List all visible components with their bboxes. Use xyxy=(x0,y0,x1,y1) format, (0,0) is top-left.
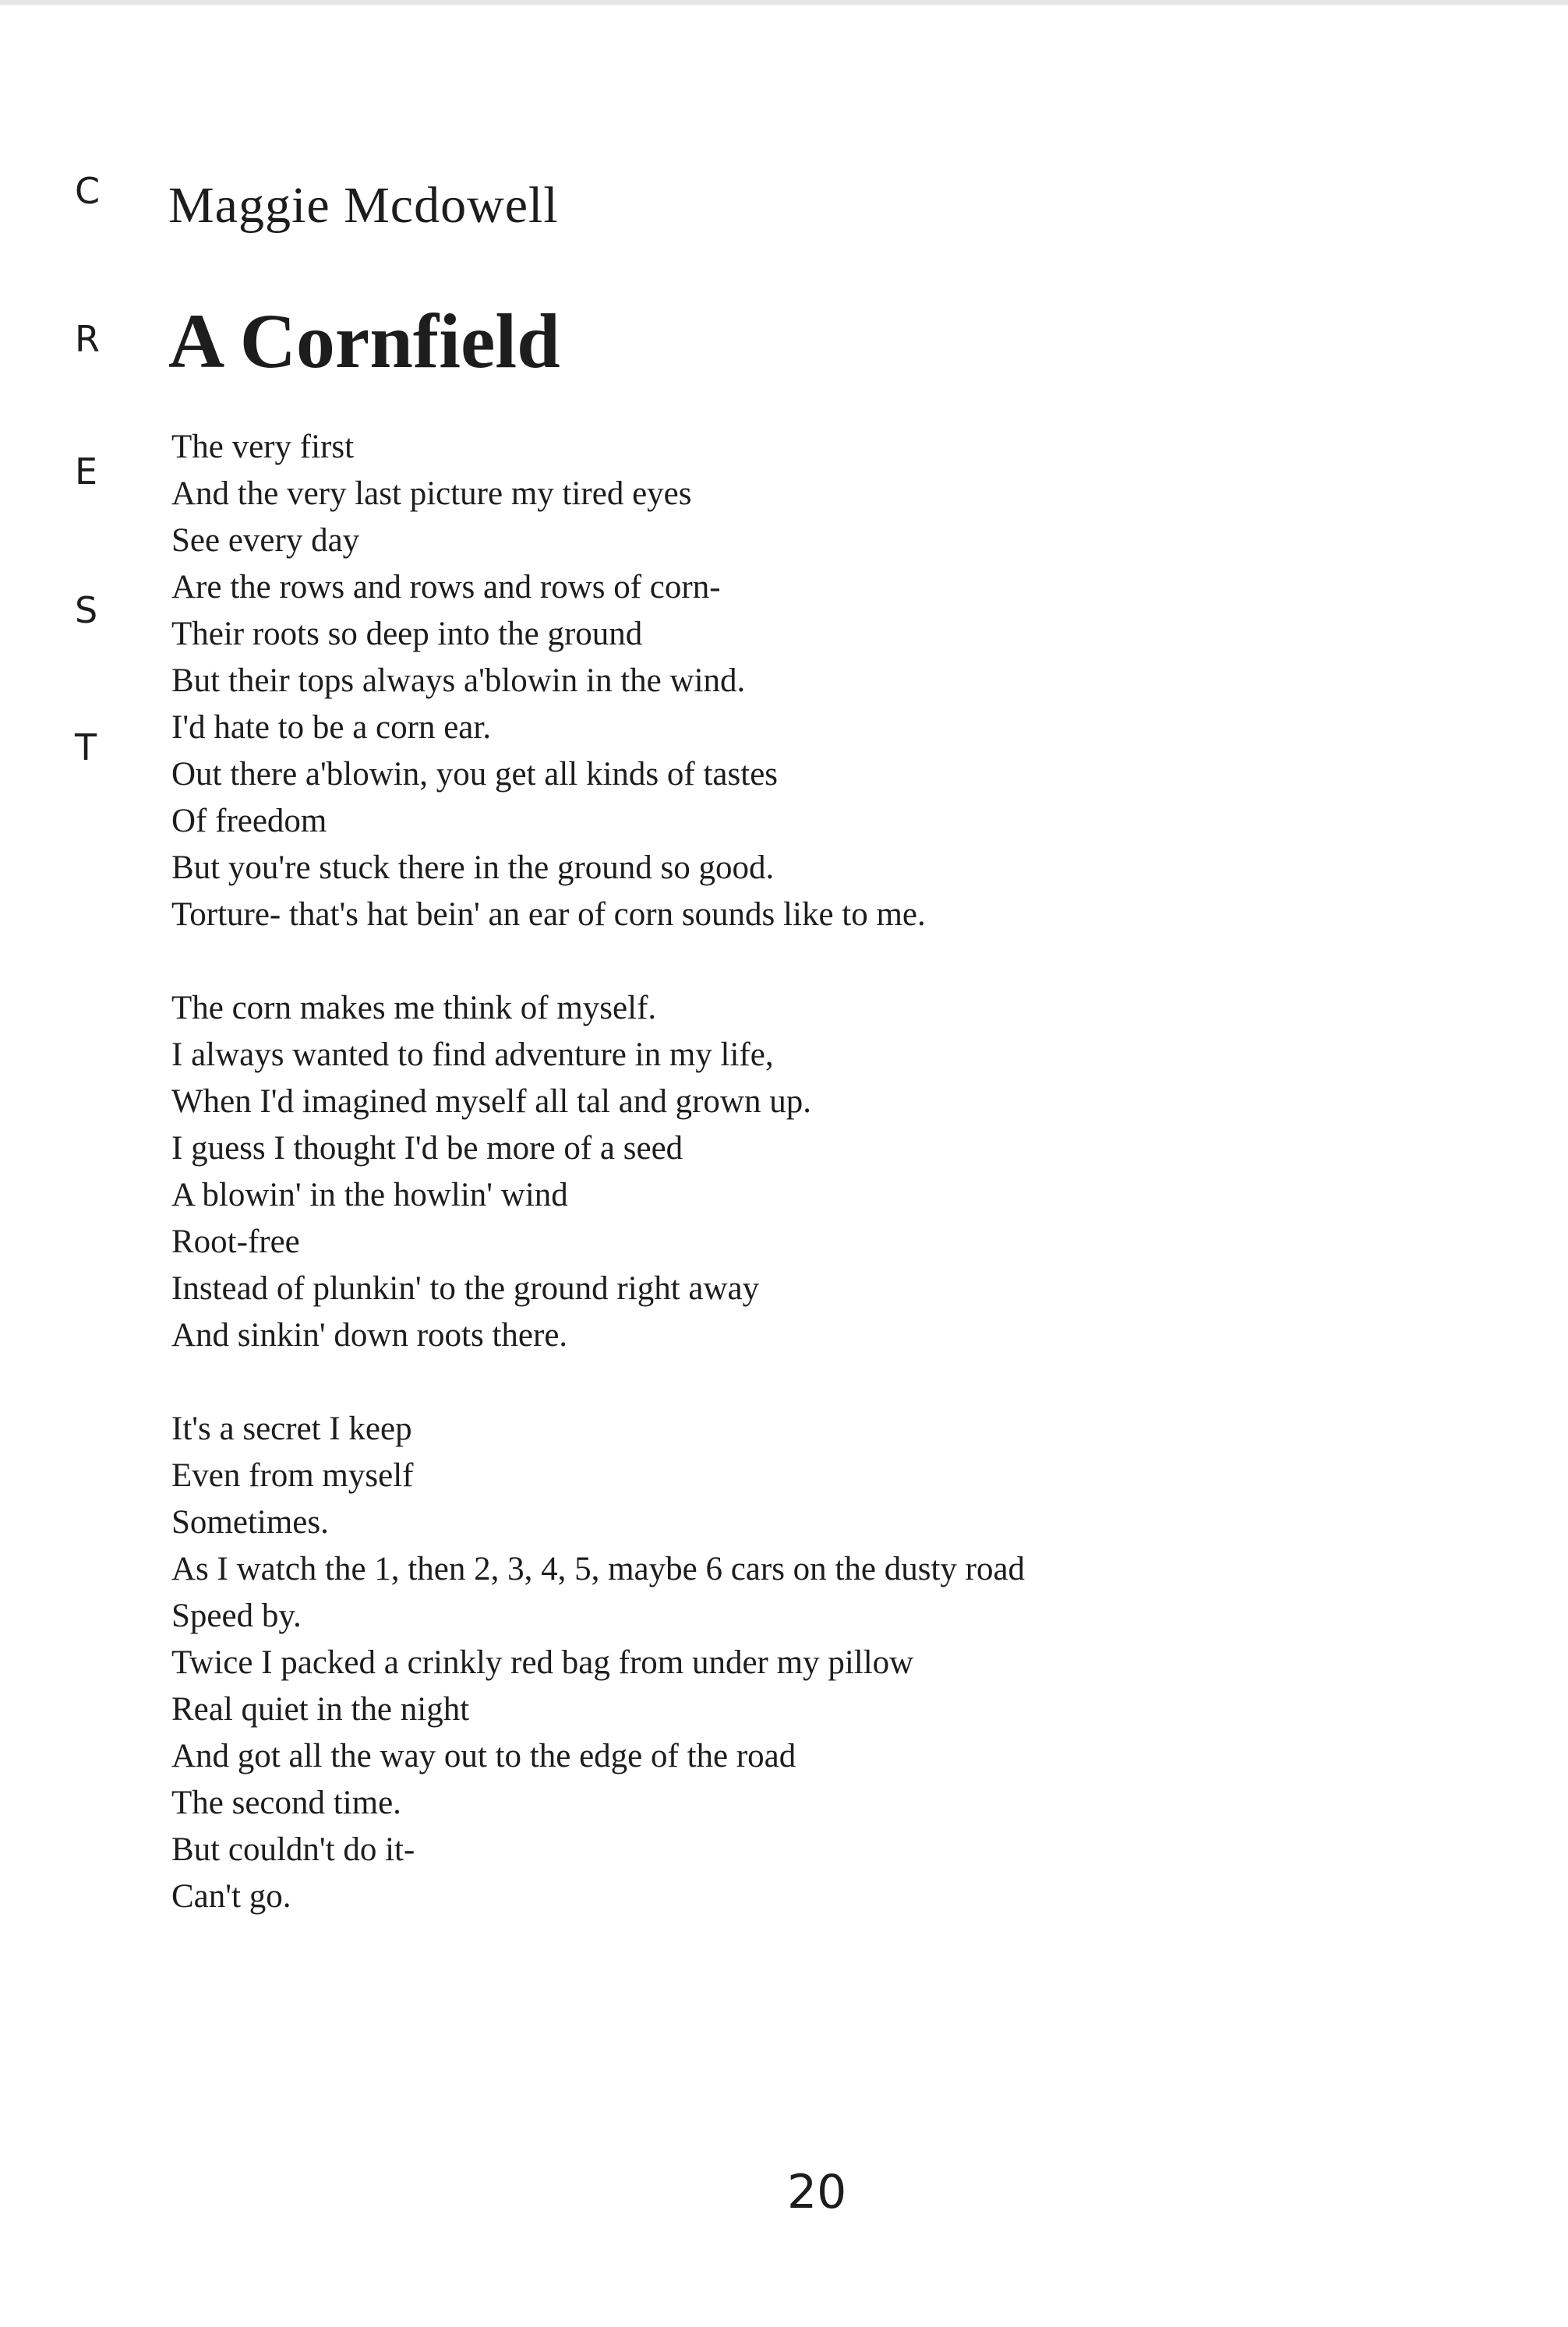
poem-line: Instead of plunkin' to the ground right away xyxy=(171,1270,760,1307)
poem-line: As I watch the 1, then 2, 3, 4, 5, maybe 6 cars on the dusty road xyxy=(171,1551,1026,1587)
page-number: 20 xyxy=(787,2165,847,2219)
side-letter: T xyxy=(75,726,97,768)
poem-line: Can't go. xyxy=(171,1878,291,1915)
side-letter: E xyxy=(75,450,98,493)
poem-line: I'd hate to be a corn ear. xyxy=(171,709,492,746)
poem-line: The corn makes me think of myself. xyxy=(171,990,657,1026)
poem-line: The second time. xyxy=(171,1785,401,1821)
poem-line: But couldn't do it- xyxy=(171,1831,415,1868)
side-letter: R xyxy=(75,318,100,360)
side-letter: S xyxy=(75,589,98,631)
poem-line: See every day xyxy=(171,522,360,559)
poem-line: And the very last picture my tired eyes xyxy=(171,475,692,512)
side-letter: C xyxy=(75,170,101,212)
poem-line: Of freedom xyxy=(171,803,327,839)
poem-line: Out there a'blowin, you get all kinds of tastes xyxy=(171,756,779,793)
poem-body xyxy=(171,424,1512,1967)
poem-line: Root-free xyxy=(171,1224,300,1260)
poem-line: When I'd imagined myself all tal and grown up. xyxy=(171,1083,811,1120)
poem-line: And sinkin' down roots there. xyxy=(171,1317,568,1354)
stanza xyxy=(171,424,1512,938)
poem-line: Speed by. xyxy=(171,1598,302,1634)
poem-line: A blowin' in the howlin' wind xyxy=(171,1177,568,1213)
poem-line: I always wanted to find adventure in my life, xyxy=(171,1036,774,1073)
poem-line: Torture- that's hat bein' an ear of corn sounds like to me. xyxy=(171,896,926,933)
poem-line: But you're stuck there in the ground so good. xyxy=(171,849,775,886)
stanza xyxy=(171,985,1512,1359)
author-name: Maggie Mcdowell xyxy=(168,177,559,234)
poem-line: Real quiet in the night xyxy=(171,1691,470,1728)
poem-line: Are the rows and rows and rows of corn- xyxy=(171,569,721,606)
poem-line: Even from myself xyxy=(171,1457,414,1494)
poem-line: Sometimes. xyxy=(171,1504,329,1541)
poem-title: A Cornfield xyxy=(168,298,560,384)
poem-line: Their roots so deep into the ground xyxy=(171,616,643,652)
poem-line: The very first xyxy=(171,429,355,465)
poem-line: I guess I thought I'd be more of a seed xyxy=(171,1130,683,1167)
poem-line: But their tops always a'blowin in the wind. xyxy=(171,662,746,699)
poem-line: Twice I packed a crinkly red bag from under my pillow xyxy=(171,1644,914,1681)
poem-line: It's a secret I keep xyxy=(171,1411,412,1447)
poem-line: And got all the way out to the edge of the road xyxy=(171,1738,796,1774)
top-edge-rule xyxy=(0,0,1568,5)
stanza xyxy=(171,1406,1512,1920)
